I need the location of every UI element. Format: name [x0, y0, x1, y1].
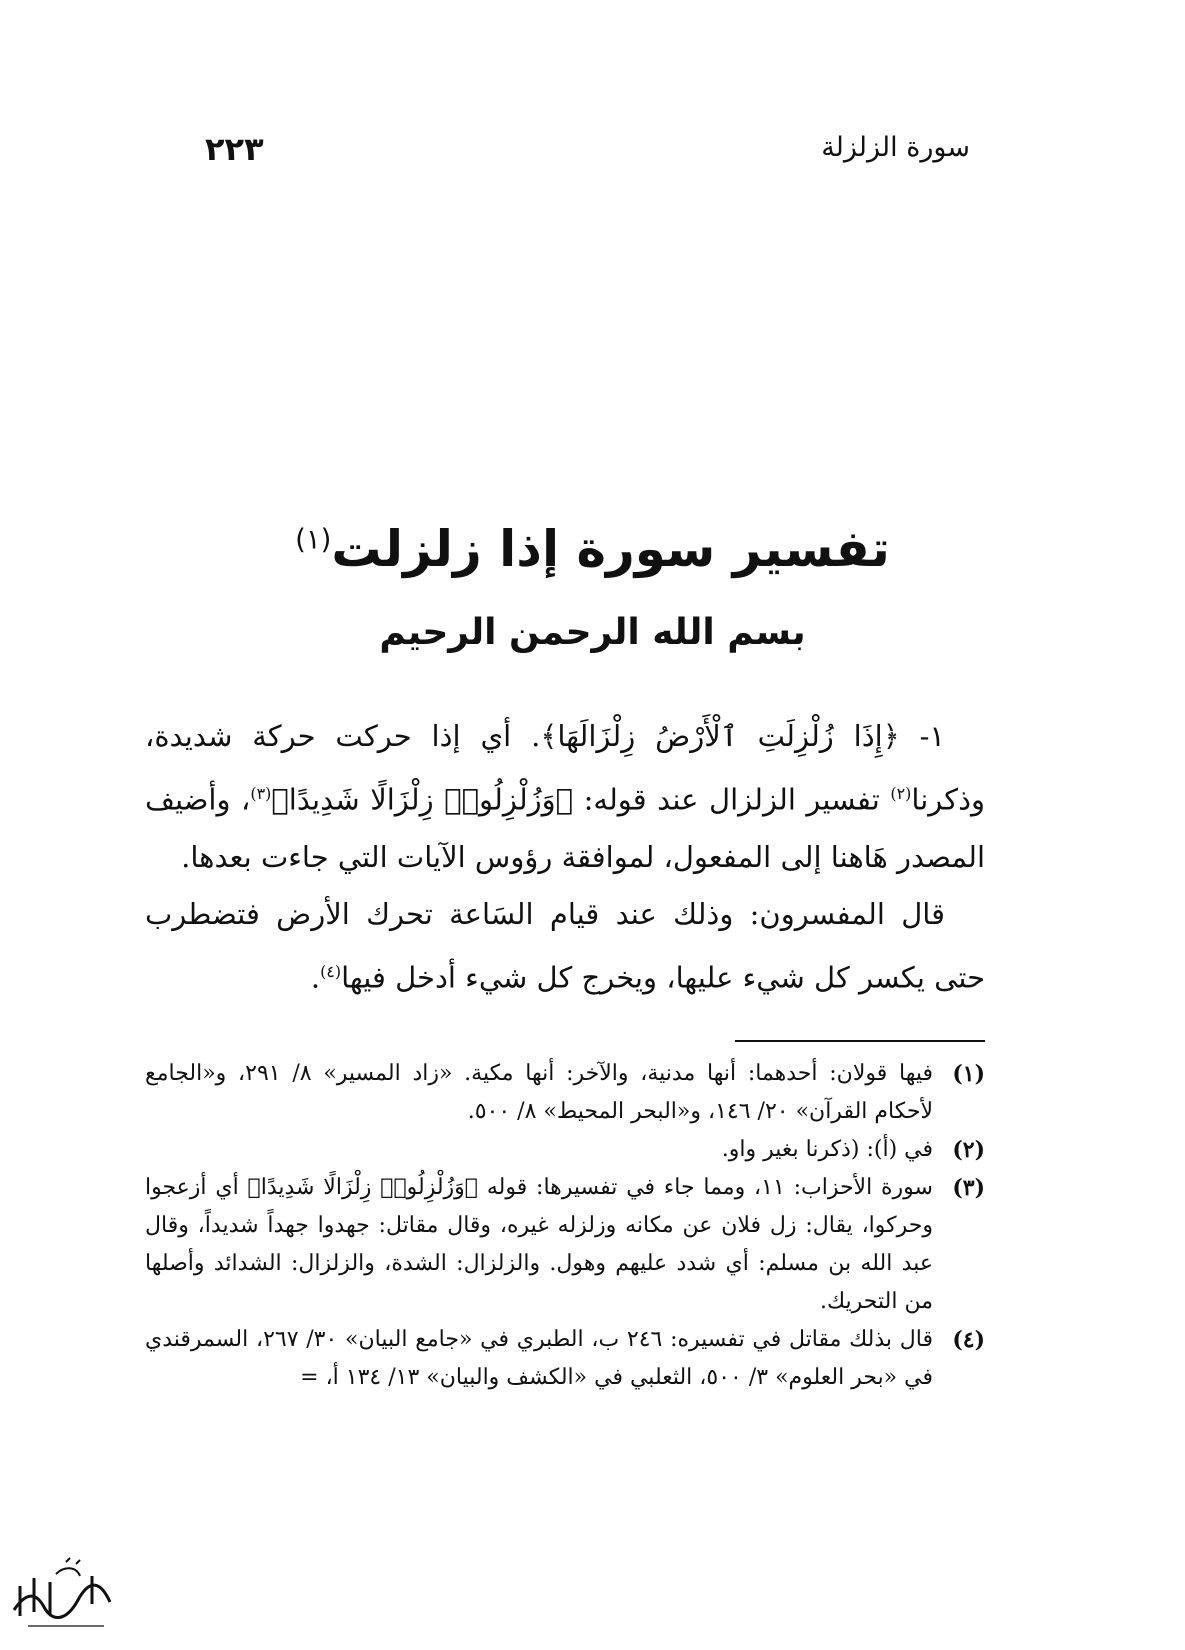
footnote-text: سورة الأحزاب: ١١، ومما جاء في تفسيرها: قوله — [478, 1175, 933, 1200]
paragraph-text: . أي إذا حركت حركة شديدة، وذكرنا — [145, 719, 985, 817]
paragraph-text: ، وأضيف المصدر هَاهنا إلى المفعول، لموافقة رؤوس الآيات التي جاءت بعدها. — [145, 782, 985, 874]
footnote-text: قال بذلك مقاتل في تفسيره: ٢٤٦ ب، الطبري في «جامع البيان» ٣٠/ ٢٦٧، السمرقندي في «بحر العلوم» ٣/ ٥٠٠، الثعلبي في «الكشف والبيان» ١٣/ ١٣٤ أ، = — [145, 1327, 933, 1390]
paragraph-text: قال المفسرون: وذلك عند قيام السَاعة تحرك الأرض فتضطرب حتى يكسر كل شيء عليها، ويخرج كل شيء أدخل فيها — [145, 896, 985, 995]
verse-number: ١- — [899, 719, 945, 753]
footnote-ref: (٤) — [320, 961, 342, 981]
running-head-surah-name: سورة الزلزلة — [821, 132, 970, 163]
basmala: بسم الله الرحمن الرحيم — [379, 612, 806, 653]
footnote-ref: (٢) — [890, 784, 912, 803]
paragraph-end: . — [310, 960, 321, 995]
quran-verse: ﴿وَزُلْزِلُوا۟ زِلْزَالًا شَدِيدًا﴾ — [247, 1175, 479, 1200]
paragraph-text: تفسير الزلزال عند قوله: — [573, 782, 891, 817]
chapter-title — [0, 520, 1185, 578]
logo-stroke — [14, 1585, 110, 1617]
logo-stroke — [56, 1558, 80, 1576]
footnote-text: فيها قولان: أحدهما: أنها مدنية، والآخر: أنها مكية. «زاد المسير» ٨/ ٢٩١، و«الجامع لأحكام القرآن» ٢٠/ ١٤٦، و«البحر المحيط» ٨/ ٥٠٠. — [145, 1061, 933, 1124]
footnote-ref: (١) — [295, 523, 332, 556]
footnote-item — [145, 1131, 985, 1169]
footnote-divider — [735, 1040, 985, 1042]
quran-verse: ﴿وَزُلْزِلُوا۟ زِلْزَالًا شَدِيدًا﴾ — [271, 782, 574, 817]
footnote-number: (٣) — [952, 1175, 985, 1201]
footnote-number: (٢) — [952, 1137, 985, 1163]
footnotes — [145, 1055, 985, 1397]
page-header — [205, 132, 970, 182]
quran-verse: ﴿إِذَا زُلْزِلَتِ ٱلْأَرْضُ زِلْزَالَهَا﴾ — [540, 719, 900, 753]
page-number: ٢٢٣ — [205, 130, 264, 168]
footnote-ref: (٣) — [250, 784, 272, 803]
main-text — [145, 708, 985, 1006]
paragraph-2 — [145, 886, 985, 1007]
paragraph-1 — [145, 708, 985, 886]
footnote-number: (١) — [952, 1061, 985, 1087]
footnote-text: أي أزعجوا وحركوا، يقال: زل فلان عن مكانه وزلزله غيره، وقال مقاتل: جهدوا جهداً شديداً، وقال عبد الله بن مسلم: أي شدد عليهم وهول. والزلزال: الشدة، والزلزال: الشدائد وأصلها من التحريك. — [145, 1175, 933, 1314]
footnote-item — [145, 1169, 985, 1321]
publisher-logo — [6, 1552, 116, 1642]
footnote-item — [145, 1321, 985, 1397]
footnote-item — [145, 1055, 985, 1131]
chapter-title-text: تفسير سورة إذا زلزلت — [331, 520, 890, 578]
footnote-text: في (أ): (ذكرنا بغير واو. — [721, 1137, 933, 1162]
footnote-number: (٤) — [952, 1327, 985, 1353]
